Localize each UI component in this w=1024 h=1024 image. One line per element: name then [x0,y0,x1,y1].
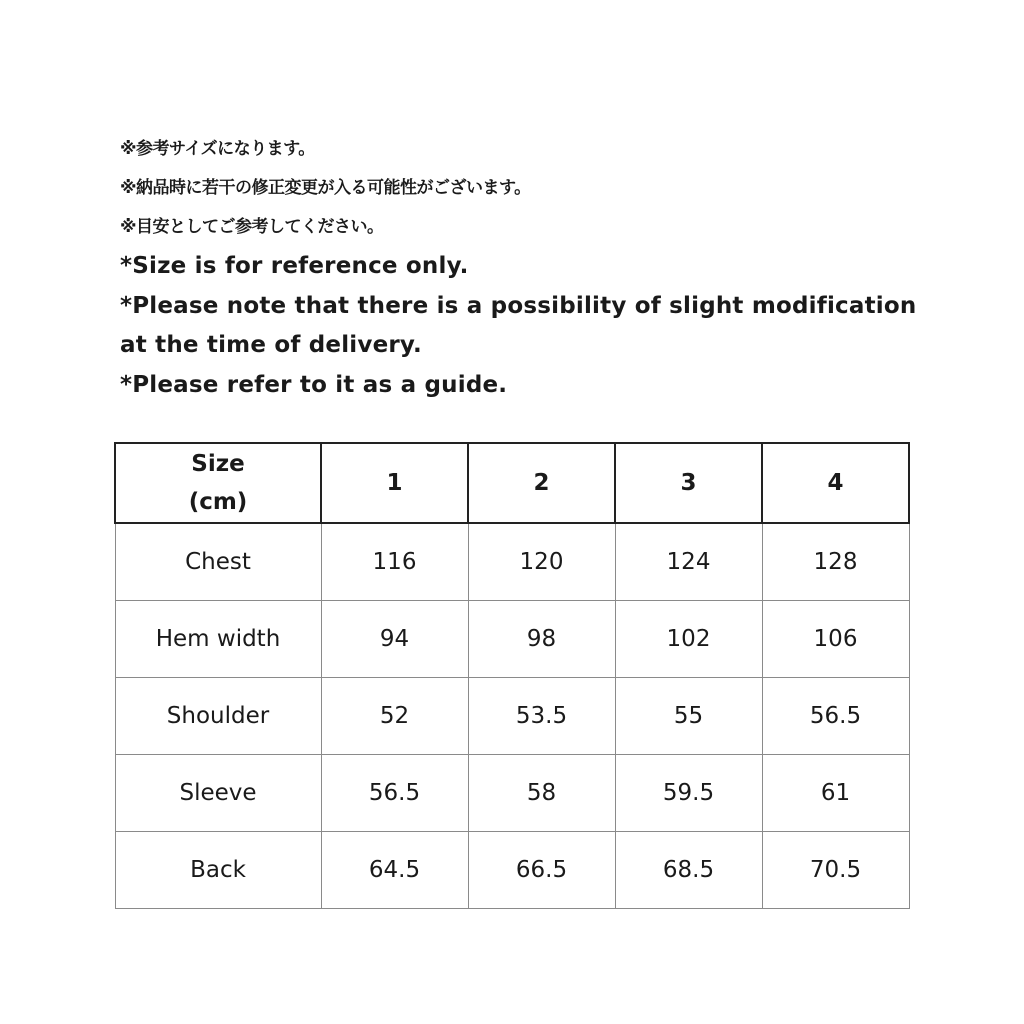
table-cell: 124 [615,523,762,601]
table-cell: 70.5 [762,832,909,909]
row-label-hem-width: Hem width [115,601,321,678]
size-column-3: 3 [615,443,762,523]
table-cell: 56.5 [321,755,468,832]
row-label-back: Back [115,832,321,909]
row-label-chest: Chest [115,523,321,601]
table-header-row [115,443,909,523]
table-row [115,755,909,832]
table-cell: 56.5 [762,678,909,755]
note-en-modification: *Please note that there is a possibility of slight modification [120,292,917,319]
table-row [115,601,909,678]
table-cell: 106 [762,601,909,678]
note-en-guide: *Please refer to it as a guide. [120,371,508,398]
table-cell: 52 [321,678,468,755]
note-en-modification-cont: at the time of delivery. [120,332,422,358]
table-cell: 116 [321,523,468,601]
table-cell: 61 [762,755,909,832]
table-cell: 98 [468,601,615,678]
size-column-1: 1 [321,443,468,523]
table-cell: 59.5 [615,755,762,832]
size-header-label [115,443,321,523]
size-chart-table [114,442,910,909]
table-row [115,678,909,755]
size-column-2: 2 [468,443,615,523]
table-cell: 53.5 [468,678,615,755]
row-label-sleeve: Sleeve [115,755,321,832]
table-cell: 58 [468,755,615,832]
table-cell: 94 [321,601,468,678]
size-header-line1: Size [191,451,245,477]
note-jp-reference: ※参考サイズになります。 [120,139,315,159]
table-cell: 66.5 [468,832,615,909]
note-jp-guide: ※目安としてご参考してください。 [120,217,384,237]
table-cell: 55 [615,678,762,755]
size-column-4: 4 [762,443,909,523]
size-header-line2: (cm) [188,489,248,515]
note-en-reference: *Size is for reference only. [120,253,469,279]
row-label-shoulder: Shoulder [115,678,321,755]
table-row [115,832,909,909]
table-cell: 128 [762,523,909,601]
table-cell: 68.5 [615,832,762,909]
table-row [115,523,909,601]
table-cell: 102 [615,601,762,678]
table-cell: 64.5 [321,832,468,909]
note-jp-modification: ※納品時に若干の修正変更が入る可能性がございます。 [120,178,531,198]
table-cell: 120 [468,523,615,601]
size-notes [120,130,920,405]
